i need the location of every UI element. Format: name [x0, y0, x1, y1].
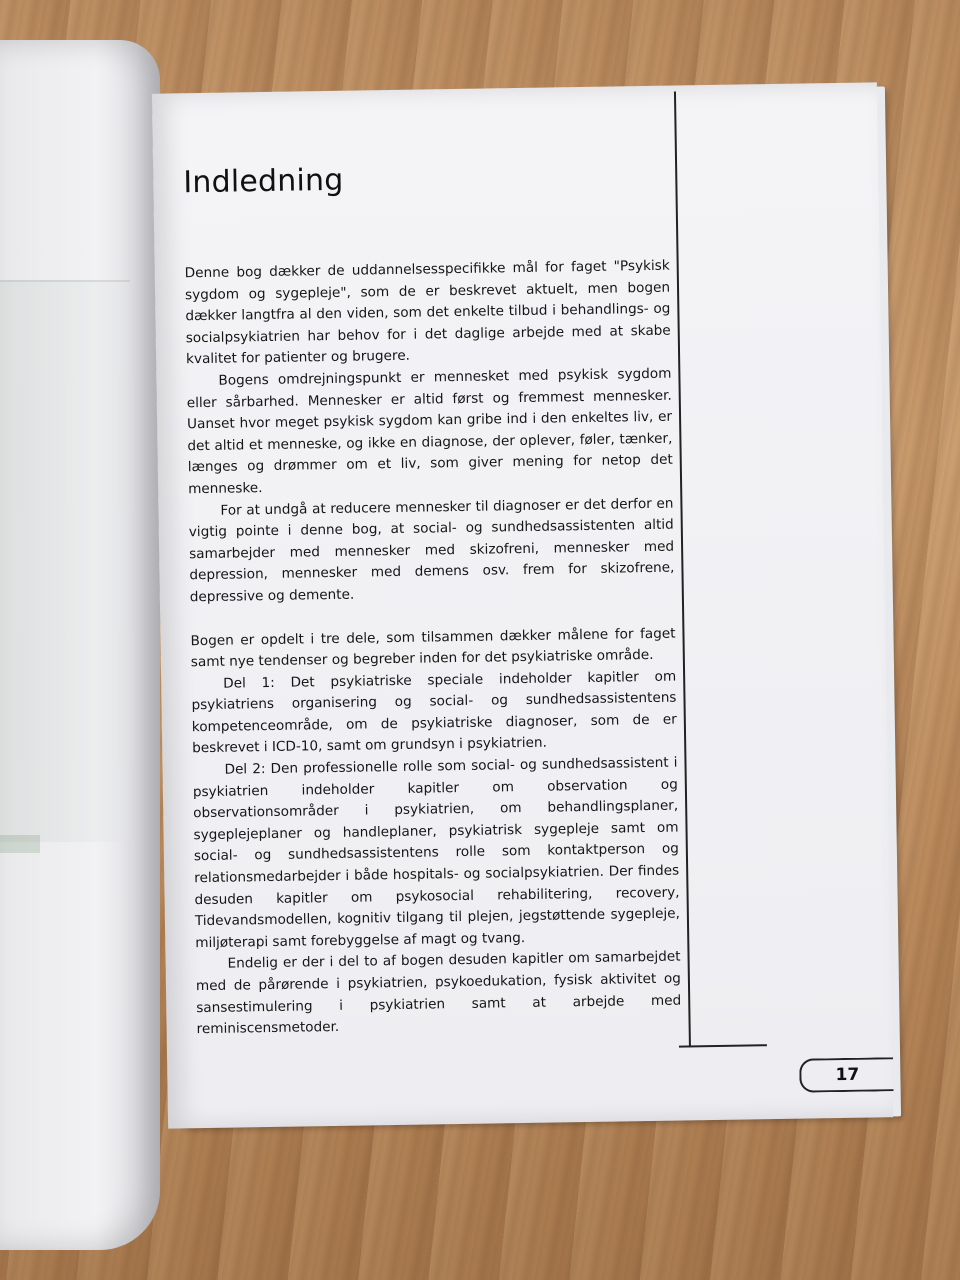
- paragraph-5: Del 1: Det psykiatriske speciale indeholder kapitler om psykiatriens organisering og social- og sundhedsassistentens kompetenceområde, om de psykiatriske diagnoser, som de er beskrevet i ICD-10, samt om grundsyn i psykiatrien.: [191, 668, 677, 757]
- page-title: Indledning: [183, 162, 344, 201]
- paragraph-6: Del 2: Den professionelle rolle som social- og sundhedsassistent i psykiatrien indeholder kapitler om observation og observationsområder i psykiatrien, om behandlingsplaner, sygeplejeplaner og handleplaner, psykiatrisk sygepleje samt om social- og sundhedsassistentens rolle som kontaktperson og relationsmedarbejder i både hospitals- og socialpsykiatrien. Der findes desuden kapitler om psykosocial rehabilitering, recovery, Tidevandsmodellen, kognitiv tilgang til plejen, jegstøttende sygepleje, miljøterapi samt forebyggelse af magt og tvang.: [192, 754, 680, 951]
- body-text: [185, 256, 682, 1041]
- left-page-figure: [0, 280, 130, 842]
- margin-rule-horizontal: [679, 1044, 767, 1047]
- paragraph-2: Bogens omdrejningspunkt er mennesket med psykisk sygdom eller sårbarhed. Mennesker er altid først og fremmest mennesker. Uanset hvor meget psykisk sygdom kan gribe ind i den enkeltes liv, er det altid et menneske, og ikke en diagnose, der oplever, føler, tænker, længes og drømmer om et liv, som giver mening for netop det menneske.: [186, 365, 673, 498]
- paragraph-7: Endelig er der i del to af bogen desuden kapitler om samarbejdet med de pårørende i psykiatrien, psykoedukation, fysisk aktivitet og sansestimulering i psykiatrien samt at arbejde med reminiscensmetoder.: [195, 948, 682, 1038]
- paragraph-1: Denne bog dækker de uddannelsesspecifikke mål for faget "Psykisk sygdom og sygepleje", som de er beskrevet aktuelt, men bogen dækker langtfra al den viden, som det enkelte tilbud i behandlings- og socialpsykiatrien har behov for i det daglige arbejde med at skabe kvalitet for patienter og brugere.: [184, 257, 671, 368]
- left-page-figure-bar: [0, 835, 40, 853]
- paragraph-3: For at undgå at reducere mennesker til diagnoser er det derfor en vigtig pointe i denne bog, at social- og sundhedsassistenten altid samarbejder med mennesker med skizofreni, mennesker med depression, mennesker med demens osv. frem for skizofrene, depressive og demente.: [188, 495, 675, 606]
- left-page: [0, 40, 160, 1250]
- page-number: 17: [799, 1057, 894, 1092]
- book-page: [152, 82, 893, 1128]
- paragraph-4: Bogen er opdelt i tre dele, som tilsammen dækker målene for faget samt nye tendenser og begreber inden for det psykiatriske område.: [190, 625, 676, 671]
